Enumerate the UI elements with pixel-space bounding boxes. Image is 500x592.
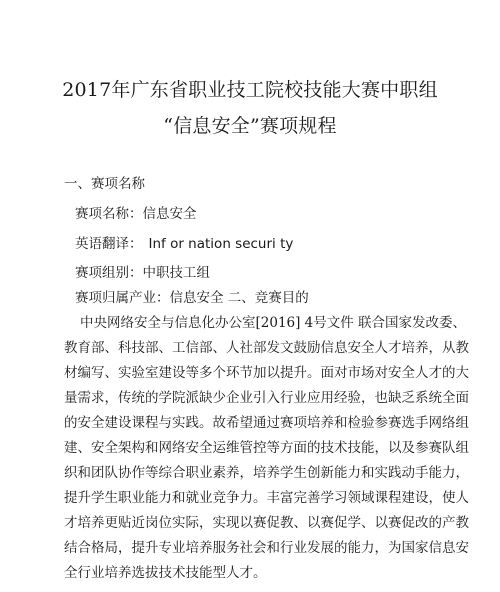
item-group: 赛项组别：中职技工组 (75, 265, 210, 281)
item-industry-and-section2-heading: 赛项归属产业：信息安全 二、竞赛目的 (75, 290, 309, 306)
paragraph-line: 织和团队协作等综合职业素养，培养学生创新能力和实践动手能力， (64, 465, 469, 481)
item-name: 赛项名称：信息安全 (75, 206, 197, 222)
paragraph-line: 量需求，传统的学院派缺少企业引入行业应用经验，也缺乏系统全面 (64, 390, 469, 406)
item-english-label: 英语翻译： (75, 236, 143, 252)
item-english-value: Inf or nation securi ty (148, 236, 294, 252)
paragraph-line: 的安全建设课程与实践。故希望通过赛项培养和检验参赛选手网络组 (64, 415, 469, 431)
section-heading-competition-name: 一、赛项名称 (64, 176, 145, 192)
paragraph-line: 才培养更贴近岗位实际，实现以赛促教、以赛促学、以赛促改的产教 (64, 515, 469, 531)
paragraph-line: 提升学生职业能力和就业竞争力。丰富完善学习领域课程建设，使人 (64, 490, 469, 506)
paragraph-line: 材编写、实验室建设等多个环节加以提升。面对市场对安全人才的大 (64, 365, 469, 381)
paragraph-line: 建、安全架构和网络安全运维管控等方面的技术技能，以及参赛队组 (64, 440, 469, 456)
item-english-translation (75, 235, 293, 253)
paragraph-line: 全行业培养选拔技术技能型人才。 (64, 565, 267, 581)
paragraph-line: 结合格局，提升专业培养服务社会和行业发展的能力，为国家信息安 (64, 540, 469, 556)
paragraph-line: 教育部、科技部、工信部、人社部发文鼓励信息安全人才培养，从教 (64, 340, 469, 356)
document-title-line2: “信息安全”赛项规程 (163, 115, 337, 137)
document-title-line1: 2017年广东省职业技工院校技能大赛中职组 (62, 79, 438, 101)
paragraph-line: 中央网络安全与信息化办公室[2016] 4号文件 联合国家发改委、 (80, 315, 467, 331)
